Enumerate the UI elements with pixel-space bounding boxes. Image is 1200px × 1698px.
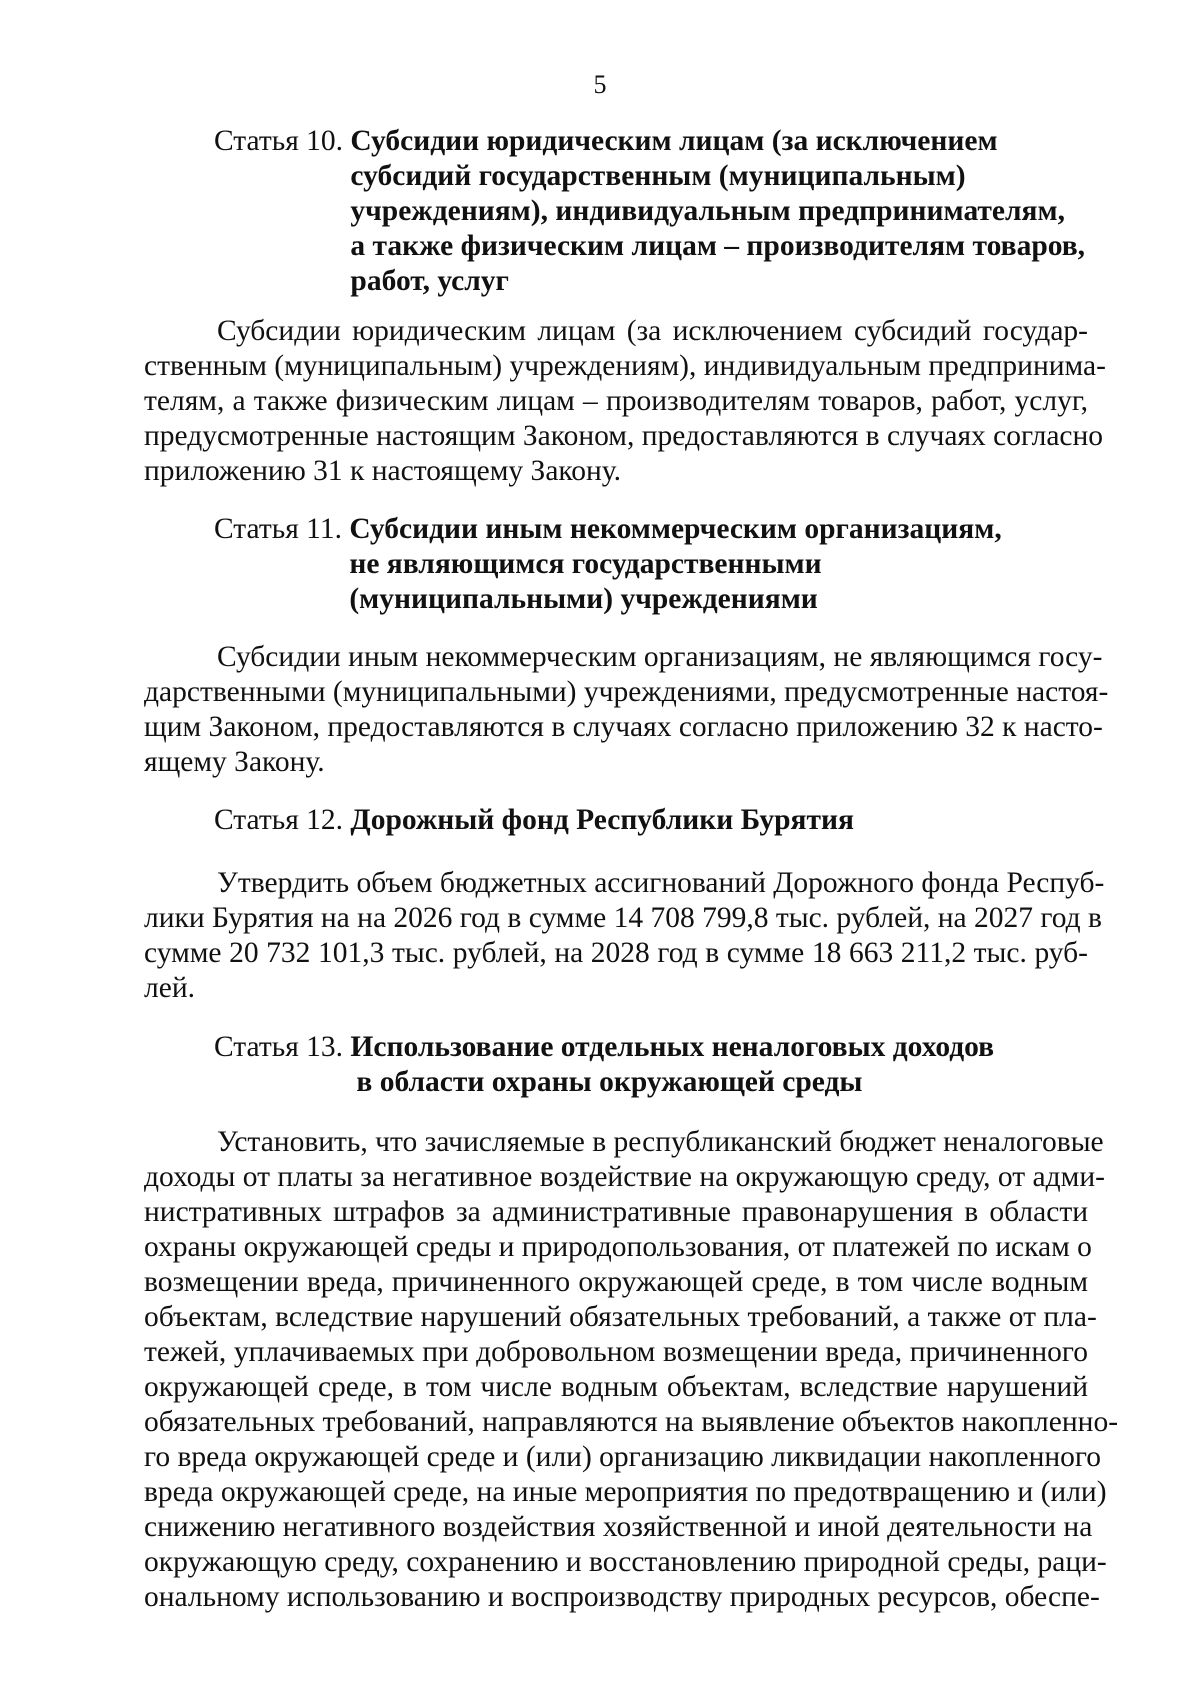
body-line: лики Бурятия на на 2026 год в сумме 14 708 799,8 тыс. рублей, на 2027 год в <box>144 902 1102 934</box>
body-line: Утвердить объем бюджетных ассигнований Дорожного фонда Респуб- <box>217 867 1105 899</box>
body-line: возмещении вреда, причиненного окружающей среде, в том числе водным <box>144 1266 1088 1298</box>
body-line: лей. <box>144 972 195 1004</box>
body-line: тежей, уплачиваемых при добровольном возмещении вреда, причиненного <box>144 1336 1088 1368</box>
article-10-heading <box>214 124 1085 299</box>
body-line: объектам, вследствие нарушений обязательных требований, а также от пла- <box>144 1301 1097 1333</box>
body-line: предусмотренные настоящим Законом, предоставляются в случаях согласно <box>144 420 1104 452</box>
body-line: Субсидии иным некоммерческим организациям, не являющимся госу- <box>217 641 1103 673</box>
page-number: 5 <box>593 70 607 99</box>
article-11-prefix: Статья 11. <box>214 513 350 545</box>
title-line: а также физическим лицам – производителям товаров, <box>350 230 1086 262</box>
title-line: субсидий государственным (муниципальным) <box>350 160 966 192</box>
article-11-heading <box>214 512 1002 617</box>
article-13-title <box>350 1030 994 1100</box>
article-12-body <box>144 866 1105 1006</box>
body-line: вреда окружающей среде, на иные мероприятия по предотвращению и (или) <box>144 1476 1107 1508</box>
title-line: не являющимся государственными <box>349 548 822 580</box>
body-line: окружающей среде, в том числе водным объектам, вследствие нарушений <box>144 1371 1088 1403</box>
article-11-title <box>349 512 1001 617</box>
title-line: в области охраны окружающей среды <box>356 1066 863 1098</box>
body-line: телям, а также физическим лицам – производителям товаров, работ, услуг, <box>144 385 1088 417</box>
article-10-body <box>144 314 1106 489</box>
article-10-prefix: Статья 10. <box>214 125 351 157</box>
title-line: Использование отдельных неналоговых доходов <box>350 1031 995 1063</box>
article-12-title <box>350 803 854 838</box>
body-line: дарственными (муниципальными) учреждениями, предусмотренные настоя- <box>144 676 1109 708</box>
body-line: окружающую среду, сохранению и восстановлению природной среды, раци- <box>144 1546 1107 1578</box>
body-line: ящему Закону. <box>144 746 325 778</box>
title-line: Субсидии юридическим лицам (за исключением <box>350 125 998 157</box>
body-line: приложению 31 к настоящему Закону. <box>144 455 621 487</box>
article-11-body <box>144 640 1109 780</box>
body-line: Субсидии юридическим лицам (за исключением субсидий государ- <box>217 315 1088 347</box>
body-line: ональному использованию и воспроизводству природных ресурсов, обеспе- <box>144 1581 1100 1613</box>
body-line: сумме 20 732 101,3 тыс. рублей, на 2028 год в сумме 18 663 211,2 тыс. руб- <box>144 937 1088 969</box>
body-line: го вреда окружающей среде и (или) организацию ликвидации накопленного <box>144 1441 1102 1473</box>
article-13-heading <box>214 1030 994 1100</box>
title-line: Дорожный фонд Республики Бурятия <box>350 804 854 836</box>
body-line: нистративных штрафов за административные правонарушения в области <box>144 1196 1088 1228</box>
title-line: (муниципальными) учреждениями <box>349 583 818 615</box>
title-line: работ, услуг <box>350 265 509 297</box>
article-12-heading <box>214 803 854 838</box>
article-10-title <box>350 124 1085 299</box>
body-line: Установить, что зачисляемые в республиканский бюджет неналоговые <box>217 1126 1104 1158</box>
article-12-prefix: Статья 12. <box>214 804 351 836</box>
body-line: ственным (муниципальным) учреждениям), индивидуальным предпринима- <box>144 350 1106 382</box>
article-13-body <box>144 1125 1119 1615</box>
body-line: охраны окружающей среды и природопользования, от платежей по искам о <box>144 1231 1092 1263</box>
title-line: учреждениям), индивидуальным предпринимателям, <box>350 195 1065 227</box>
title-line: Субсидии иным некоммерческим организациям, <box>349 513 1002 545</box>
body-line: щим Законом, предоставляются в случаях согласно приложению 32 к насто- <box>144 711 1103 743</box>
body-line: доходы от платы за негативное воздействие на окружающую среду, от адми- <box>144 1161 1105 1193</box>
body-line: снижению негативного воздействия хозяйственной и иной деятельности на <box>144 1511 1093 1543</box>
article-13-prefix: Статья 13. <box>214 1031 351 1063</box>
body-line: обязательных требований, направляются на выявление объектов накопленно- <box>144 1406 1119 1438</box>
